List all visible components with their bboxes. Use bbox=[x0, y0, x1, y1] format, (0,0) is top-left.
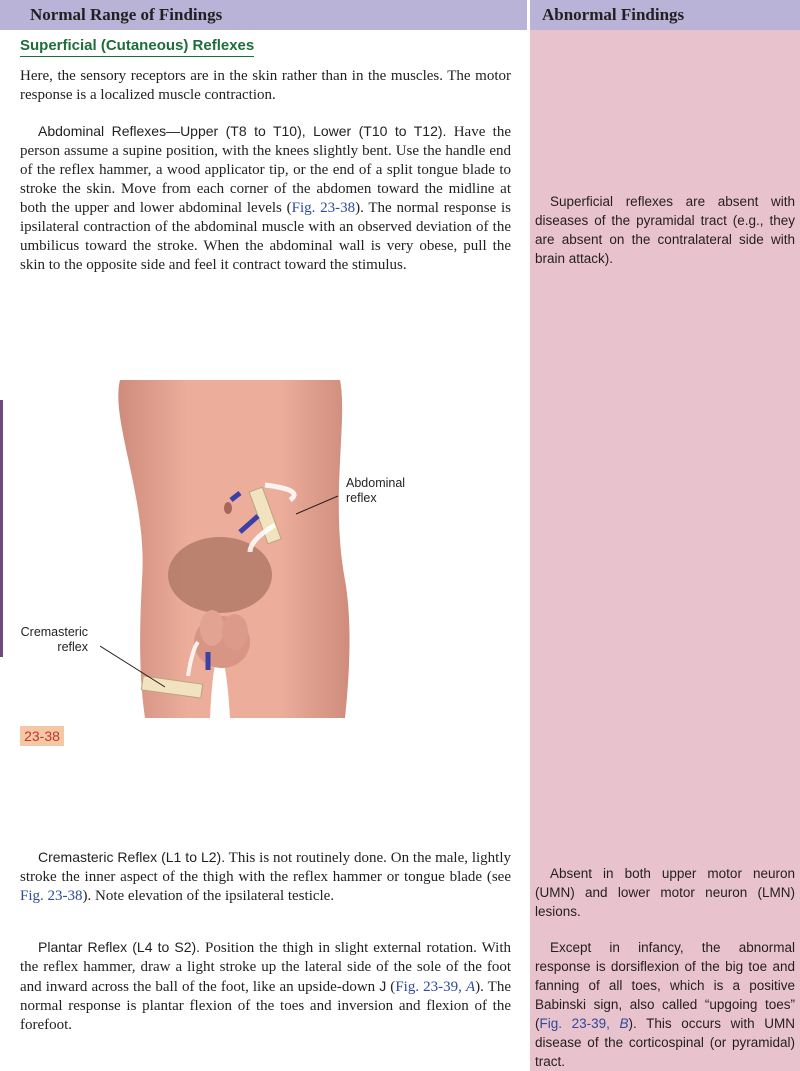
abdominal-reflex-text-2: ). The normal response is ipsilateral contraction of the abdominal muscle with an observed deviation of the umbilicus toward the stroke. When the abdominal wall is very obese, pull the skin to the opposite side and feel it contract toward the stimulus. bbox=[20, 200, 511, 273]
figure-number-tab: 23-38 bbox=[20, 726, 64, 746]
margin-accent-bar bbox=[0, 400, 3, 657]
cremasteric-reflex-heading: Cremasteric Reflex (L1 to L2). bbox=[38, 849, 226, 865]
cremasteric-abnormal-text: Absent in both upper motor neuron (UMN) and lower motor neuron (LMN) lesions. bbox=[535, 866, 795, 919]
plantar-text-2: ( bbox=[386, 979, 396, 995]
intro-paragraph: Here, the sensory receptors are in the skin rather than in the muscles. The motor response is a localized muscle contraction. bbox=[20, 68, 511, 103]
fig-link-23-38[interactable]: Fig. 23-38 bbox=[291, 200, 356, 216]
cremasteric-text-2: ). Note elevation of the ipsilateral testicle. bbox=[82, 888, 335, 904]
cremasteric-reflex-paragraph bbox=[20, 848, 511, 906]
plantar-abnormal-text: Except in infancy, the abnormal response is dorsiflexion of the big toe and fanning of all toes, which is a positive Babinski sign, also called “upgoing toes” (Fig. 23-39, B). This occurs with UMN disease of the corticospinal (or pyramidal) tract. bbox=[535, 940, 795, 1069]
header-abnormal-findings: Abnormal Findings bbox=[530, 0, 800, 30]
cremasteric-text-1: This is not routinely done. On the male, lightly stroke the inner aspect of the thigh with the reflex hammer or tongue blade (see bbox=[20, 850, 511, 885]
reflex-illustration bbox=[100, 380, 440, 720]
abdominal-reflex-text-1: Have the person assume a supine position, with the knees slightly bent. Use the handle end of the reflex hammer, a wood applicator tip, or the end of a split tongue blade to stroke the skin. Move from each corner of the abdomen toward the midline at both the upper and lower abdominal levels ( bbox=[20, 124, 512, 216]
section-title: Superficial (Cutaneous) Reflexes bbox=[20, 37, 254, 57]
plantar-text-3: ). The normal response is plantar flexion of the toes and inversion and flexion of the forefoot. bbox=[20, 979, 512, 1033]
fig-link-23-39b[interactable]: Fig. 23-39, B bbox=[539, 1016, 629, 1031]
fig-link-23-39a[interactable]: Fig. 23-39, A bbox=[395, 979, 476, 995]
fig-link-23-38-cremasteric[interactable]: Fig. 23-38 bbox=[20, 888, 83, 904]
letter-j: J bbox=[379, 978, 387, 994]
pubic-hair bbox=[168, 537, 272, 613]
plantar-reflex-heading: Plantar Reflex (L4 to S2). bbox=[38, 939, 201, 955]
header-normal-findings: Normal Range of Findings bbox=[0, 0, 527, 30]
umbilicus bbox=[224, 502, 232, 514]
abdominal-abnormal-text: Superficial reflexes are absent with diseases of the pyramidal tract (e.g., they are absent on the contralateral side with brain attack). bbox=[535, 194, 795, 266]
label-cremasteric-reflex: Cremasteric reflex bbox=[20, 625, 88, 654]
abdominal-reflex-heading: Abdominal Reflexes—Upper (T8 to T10), Lower (T10 to T12). bbox=[38, 123, 447, 139]
label-abdominal-reflex: Abdominal reflex bbox=[346, 476, 406, 505]
plantar-reflex-paragraph bbox=[20, 938, 511, 1035]
plantar-text-1: Position the thigh in slight external rotation. With the reflex hammer, draw a light stroke up the lateral side of the sole of the foot and inward across the ball of the foot, like an upside-down bbox=[20, 940, 511, 995]
abdominal-reflex-paragraph bbox=[20, 122, 511, 275]
